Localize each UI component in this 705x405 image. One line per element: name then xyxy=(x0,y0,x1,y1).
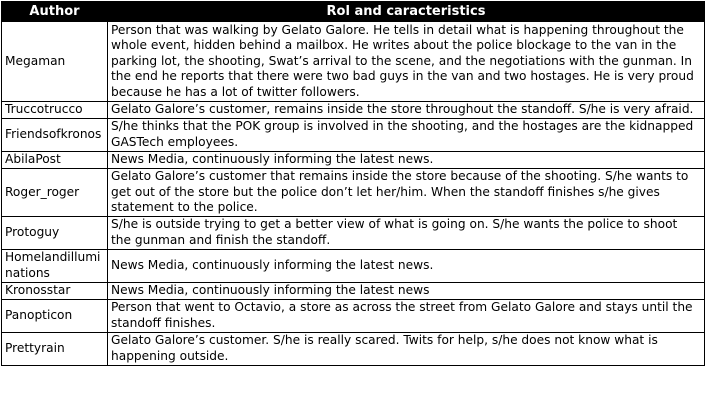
author-cell: Protoguy xyxy=(2,217,108,250)
author-cell: Prettyrain xyxy=(2,333,108,366)
description-cell: Gelato Galore’s customer that remains inside the store because of the shooting. S/he wants to get out of the store but the police don’t let her/him. When the standoff finishes s/he gives statement to the police. xyxy=(108,169,705,217)
description-cell: News Media, continuously informing the latest news. xyxy=(108,152,705,169)
table-row xyxy=(2,119,705,152)
author-cell: AbilaPost xyxy=(2,152,108,169)
author-cell: Megaman xyxy=(2,22,108,102)
author-cell: Panopticon xyxy=(2,300,108,333)
column-header-author: Author xyxy=(2,2,108,22)
author-cell: Roger_roger xyxy=(2,169,108,217)
description-cell: S/he thinks that the POK group is involved in the shooting, and the hostages are the kidnapped GASTech employees. xyxy=(108,119,705,152)
table-row xyxy=(2,283,705,300)
description-cell: News Media, continuously informing the latest news. xyxy=(108,250,705,283)
author-cell: Homelandilluminations xyxy=(2,250,108,283)
description-cell: Person that was walking by Gelato Galore. He tells in detail what is happening throughout the whole event, hidden behind a mailbox. He writes about the police blockage to the van in the parking lot, the shooting, Swat’s arrival to the scene, and the negotiations with the gunman. In the end he reports that there were two bad guys in the van and two hostages. He is very proud because he has a lot of twitter followers. xyxy=(108,22,705,102)
table-row xyxy=(2,250,705,283)
table-row xyxy=(2,217,705,250)
table-row xyxy=(2,152,705,169)
description-cell: Gelato Galore’s customer, remains inside the store throughout the standoff. S/he is very afraid. xyxy=(108,102,705,119)
column-header-role: Rol and caracteristics xyxy=(108,2,705,22)
table-row xyxy=(2,333,705,366)
description-cell: Gelato Galore’s customer. S/he is really scared. Twits for help, s/he does not know what is happening outside. xyxy=(108,333,705,366)
table-row xyxy=(2,22,705,102)
author-cell: Friendsofkronos xyxy=(2,119,108,152)
author-roles-table xyxy=(1,1,705,366)
author-cell: Truccotrucco xyxy=(2,102,108,119)
description-cell: Person that went to Octavio, a store as across the street from Gelato Galore and stays until the standoff finishes. xyxy=(108,300,705,333)
table-row xyxy=(2,300,705,333)
table-row xyxy=(2,169,705,217)
header-row xyxy=(2,2,705,22)
author-cell: Kronosstar xyxy=(2,283,108,300)
description-cell: News Media, continuously informing the latest news xyxy=(108,283,705,300)
description-cell: S/he is outside trying to get a better view of what is going on. S/he wants the police to shoot the gunman and finish the standoff. xyxy=(108,217,705,250)
table-row xyxy=(2,102,705,119)
